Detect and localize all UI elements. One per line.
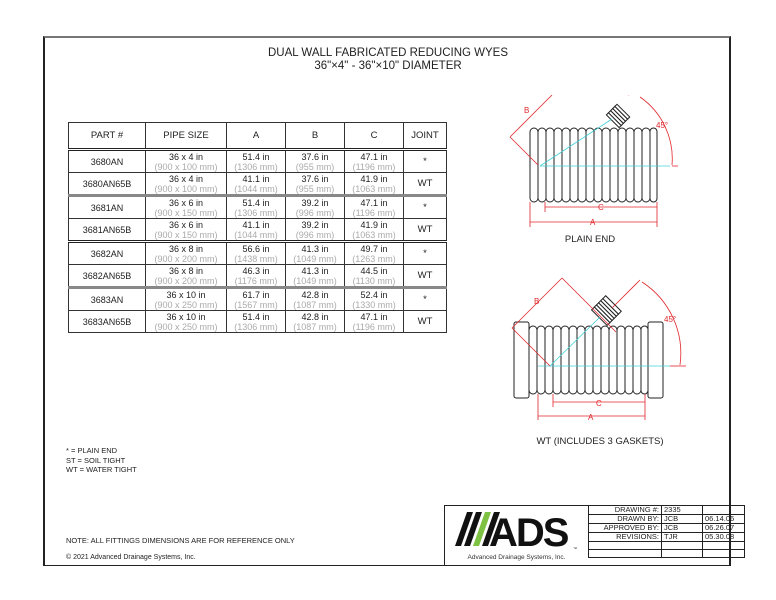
joint-legend	[66, 446, 137, 475]
logo-trademark: ™	[573, 546, 577, 551]
dim-c-in: 44.5 in	[360, 265, 388, 276]
dim-b-in: 41.3 in	[301, 243, 329, 254]
dim-c-mm: (1063 mm)	[352, 229, 396, 240]
dim-a-cell	[227, 173, 286, 196]
legend-soil-tight: ST = SOIL TIGHT	[66, 455, 126, 465]
joint-type: *	[404, 242, 447, 265]
pipe-size-mm: (900 x 150 mm)	[154, 229, 218, 240]
dim-b-cell	[286, 311, 345, 333]
part-number: 3682AN	[69, 242, 146, 265]
dim-c-cell	[345, 288, 404, 311]
dim-b-mm: (1049 mm)	[293, 275, 337, 286]
drawing-title	[220, 47, 556, 73]
pipe-size-cell	[146, 265, 227, 288]
dim-a-in: 46.3 in	[242, 265, 270, 276]
dim-a-mm: (1306 mm)	[234, 207, 278, 218]
dim-c-cell	[345, 173, 404, 196]
tb-label: DRAWING #:	[589, 506, 662, 515]
dim-a-cell	[227, 242, 286, 265]
dim-label-b: B	[524, 106, 530, 115]
pipe-size-cell	[146, 173, 227, 196]
title-block-row	[589, 533, 745, 542]
dim-c-in: 47.1 in	[360, 197, 388, 208]
pipe-size-in: 36 x 6 in	[168, 219, 204, 230]
dim-b-in: 41.3 in	[301, 265, 329, 276]
part-number: 3682AN65B	[69, 265, 146, 288]
part-number: 3680AN65B	[69, 173, 146, 196]
dim-a-cell	[227, 265, 286, 288]
wt-wye-diagram	[500, 270, 690, 430]
dim-c-cell	[345, 311, 404, 333]
header-part: PART #	[69, 123, 146, 150]
dim-c-mm: (1196 mm)	[352, 161, 396, 172]
dim-b-mm: (955 mm)	[295, 161, 335, 172]
dim-c-cell	[345, 219, 404, 242]
tb-value: TJR	[662, 533, 703, 542]
dim-c-in: 47.1 in	[360, 311, 388, 322]
tb-label	[589, 542, 662, 550]
header-a: A	[227, 123, 286, 150]
dim-label-c: C	[596, 399, 602, 408]
pipe-size-cell	[146, 311, 227, 333]
pipe-size-in: 36 x 8 in	[168, 265, 204, 276]
copyright: © 2021 Advanced Drainage Systems, Inc.	[66, 554, 196, 561]
table-row	[69, 196, 447, 219]
dim-c-in: 41.9 in	[360, 173, 388, 184]
pipe-size-mm: (900 x 100 mm)	[154, 183, 218, 194]
pipe-size-mm: (900 x 200 mm)	[154, 275, 218, 286]
dim-label-b: B	[534, 297, 540, 306]
dim-label-angle: 45°	[664, 315, 677, 324]
dim-a-in: 51.4 in	[242, 311, 270, 322]
tb-date	[703, 542, 745, 550]
header-pipe-size: PIPE SIZE	[146, 123, 227, 150]
legend-plain-end: * = PLAIN END	[66, 446, 118, 455]
part-number: 3683AN	[69, 288, 146, 311]
table-row	[69, 150, 447, 173]
table-row	[69, 311, 447, 333]
tb-value: 2335	[662, 506, 703, 515]
tb-label: APPROVED BY:	[589, 524, 662, 533]
dim-b-mm: (996 mm)	[295, 207, 335, 218]
table-row	[69, 288, 447, 311]
dim-a-in: 56.6 in	[242, 243, 270, 254]
dim-a-cell	[227, 219, 286, 242]
ads-logo-block	[444, 505, 588, 566]
tb-label: REVISIONS:	[589, 533, 662, 542]
dim-c-in: 47.1 in	[360, 151, 388, 162]
header-c: C	[345, 123, 404, 150]
pipe-size-in: 36 x 10 in	[166, 289, 206, 300]
part-number: 3681AN65B	[69, 219, 146, 242]
part-number: 3680AN	[69, 150, 146, 173]
table-row	[69, 265, 447, 288]
dim-b-mm: (1087 mm)	[293, 299, 337, 310]
joint-type: *	[404, 288, 447, 311]
dim-a-cell	[227, 288, 286, 311]
pipe-size-mm: (900 x 200 mm)	[154, 253, 218, 264]
dim-label-angle: 45°	[656, 121, 669, 130]
title-line-2: 36"×4" - 36"×10" DIAMETER	[314, 60, 462, 72]
dim-a-cell	[227, 196, 286, 219]
joint-type: WT	[404, 311, 447, 333]
dim-b-mm: (955 mm)	[295, 183, 335, 194]
dim-b-cell	[286, 150, 345, 173]
title-block-row	[589, 542, 745, 550]
dim-a-in: 61.7 in	[242, 289, 270, 300]
tb-value	[662, 542, 703, 550]
pipe-size-in: 36 x 4 in	[168, 151, 204, 162]
dim-c-cell	[345, 242, 404, 265]
pipe-size-cell	[146, 150, 227, 173]
dim-label-a: A	[588, 413, 594, 422]
dimensions-table	[68, 122, 447, 333]
company-name: Advanced Drainage Systems, Inc.	[467, 554, 566, 561]
dim-b-mm: (1087 mm)	[293, 321, 337, 332]
ads-logo	[445, 506, 589, 552]
corrugated-pipe-body	[529, 326, 648, 394]
logo-text: ADS	[489, 511, 568, 552]
dim-b-cell	[286, 196, 345, 219]
table-row	[69, 173, 447, 196]
pipe-size-mm: (900 x 100 mm)	[154, 161, 218, 172]
joint-type: WT	[404, 219, 447, 242]
dim-a-mm: (1044 mm)	[234, 183, 278, 194]
part-number: 3681AN	[69, 196, 146, 219]
dim-a-in: 51.4 in	[242, 151, 270, 162]
pipe-size-in: 36 x 6 in	[168, 197, 204, 208]
dim-b-cell	[286, 242, 345, 265]
dim-a-mm: (1176 mm)	[234, 275, 278, 286]
joint-type: WT	[404, 173, 447, 196]
dim-label-a: A	[590, 218, 596, 227]
plain-end-caption: PLAIN END	[564, 234, 616, 245]
pipe-size-cell	[146, 288, 227, 311]
dim-b-in: 39.2 in	[301, 197, 329, 208]
title-block-table	[588, 505, 745, 558]
tb-value	[662, 550, 703, 558]
title-line-1: DUAL WALL FABRICATED REDUCING WYES	[267, 47, 509, 59]
pipe-size-cell	[146, 219, 227, 242]
branch-stub	[606, 104, 629, 127]
dim-a-mm: (1044 mm)	[234, 229, 278, 240]
tb-date: 06.26.07	[703, 524, 745, 533]
dim-a-in: 41.1 in	[242, 173, 270, 184]
dim-b-mm: (996 mm)	[295, 229, 335, 240]
dim-a-mm: (1306 mm)	[234, 321, 278, 332]
legend-water-tight: WT = WATER TIGHT	[66, 465, 137, 474]
dim-a-mm: (1306 mm)	[234, 161, 278, 172]
pipe-size-in: 36 x 4 in	[168, 173, 204, 184]
dim-b-cell	[286, 265, 345, 288]
tb-date	[703, 550, 745, 558]
dim-c-mm: (1330 mm)	[352, 299, 396, 310]
dim-c-in: 41.9 in	[360, 219, 388, 230]
dim-b-in: 37.6 in	[301, 151, 329, 162]
dim-a-mm: (1438 mm)	[234, 253, 278, 264]
dim-label-c: C	[598, 203, 604, 212]
dim-b-in: 42.8 in	[301, 311, 329, 322]
tb-label	[589, 550, 662, 558]
pipe-size-cell	[146, 196, 227, 219]
title-block-row	[589, 550, 745, 558]
dim-c-mm: (1263 mm)	[352, 253, 396, 264]
dim-a-in: 41.1 in	[242, 219, 270, 230]
pipe-size-in: 36 x 8 in	[168, 243, 204, 254]
reference-note: NOTE: ALL FITTINGS DIMENSIONS ARE FOR REFERENCE ONLY	[66, 536, 295, 545]
dim-b-in: 39.2 in	[301, 219, 329, 230]
dim-c-cell	[345, 150, 404, 173]
joint-type: WT	[404, 265, 447, 288]
dim-c-in: 52.4 in	[360, 289, 388, 300]
dim-b-cell	[286, 288, 345, 311]
joint-type: *	[404, 196, 447, 219]
table-header-row	[69, 123, 447, 150]
table-row	[69, 242, 447, 265]
header-joint: JOINT	[404, 123, 447, 150]
pipe-size-mm: (900 x 250 mm)	[154, 299, 218, 310]
table-row	[69, 219, 447, 242]
dim-c-mm: (1196 mm)	[352, 321, 396, 332]
tb-label: DRAWN BY:	[589, 515, 662, 524]
dim-b-cell	[286, 173, 345, 196]
dim-c-mm: (1196 mm)	[352, 207, 396, 218]
dim-c-mm: (1130 mm)	[352, 275, 396, 286]
dim-a-mm: (1567 mm)	[234, 299, 278, 310]
dim-b-mm: (1049 mm)	[293, 253, 337, 264]
dim-b-cell	[286, 219, 345, 242]
joint-type: *	[404, 150, 447, 173]
dim-c-cell	[345, 265, 404, 288]
pipe-size-cell	[146, 242, 227, 265]
dim-b-in: 37.6 in	[301, 173, 329, 184]
pipe-size-in: 36 x 10 in	[166, 311, 206, 322]
dim-b-in: 42.8 in	[301, 289, 329, 300]
dim-c-in: 49.7 in	[360, 243, 388, 254]
tb-value: JCB	[662, 515, 703, 524]
tb-value: JCB	[662, 524, 703, 533]
corrugated-pipe-body	[530, 128, 657, 202]
pipe-size-mm: (900 x 150 mm)	[154, 207, 218, 218]
tb-date: 06.14.06	[703, 515, 745, 524]
dim-c-mm: (1063 mm)	[352, 183, 396, 194]
part-number: 3683AN65B	[69, 311, 146, 333]
dim-a-cell	[227, 150, 286, 173]
pipe-size-mm: (900 x 250 mm)	[154, 321, 218, 332]
dim-a-in: 51.4 in	[242, 197, 270, 208]
dim-a-cell	[227, 311, 286, 333]
dim-c-cell	[345, 196, 404, 219]
tb-date: 05.30.08	[703, 533, 745, 542]
wt-caption: WT (INCLUDES 3 GASKETS)	[536, 436, 664, 447]
plain-end-wye-diagram	[500, 95, 680, 235]
header-b: B	[286, 123, 345, 150]
